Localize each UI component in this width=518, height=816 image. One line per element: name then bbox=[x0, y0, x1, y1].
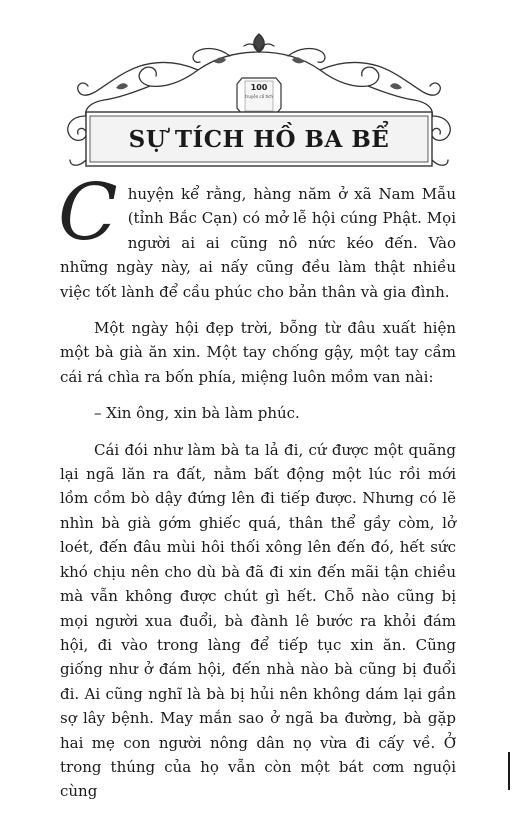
title-panel bbox=[89, 114, 429, 164]
story-body bbox=[58, 168, 456, 816]
badge-number: 100 bbox=[250, 83, 268, 92]
paragraph-1 bbox=[58, 168, 456, 304]
page-edge-mark bbox=[508, 752, 510, 790]
paragraph-1-text: huyện kể rằng, hàng năm ở xã Nam Mẫu (tỉnh Bắc Cạn) có mở lễ hội cúng Phật. Mọi người ai ai cũng nô nức kéo đến. Vào những ngày này, ai nấy cũng đều làm thật nhiều việc tốt lành để cầu phúc cho bản thân và gia đình. bbox=[60, 185, 456, 301]
paragraph-4: Cái đói như làm bà ta lả đi, cứ được một quãng lại ngã lăn ra đất, nằm bất động một lúc rồi mới lồm cồm bò dậy đứng lên đi tiếp được. Nhưng có lẽ nhìn bà già gớm ghiếc quá, thân thể gầy còm, lở loét, đến đâu mùi hôi thối xông lên đến đó, hết sức khó chịu nên cho dù bà đã đi xin đến mãi tận chiều mà vẫn không được chút gì hết. Chỗ nào cũng bị mọi người xua đuổi, bà đành lê bước ra khỏi đám hội, đi vào trong làng để tiếp tục xin ăn. Cũng giống như ở đám hội, đến nhà nào bà cũng bị đuổi đi. Ai cũng nghĩ là bà bị hủi nên không dám lại gần sợ lây bệnh. May mắn sao ở ngã ba đường, bà gặp hai mẹ con người nông dân nọ vừa đi cấy về. Ở trong thúng của họ vẫn còn một bát cơm nguội cùng bbox=[60, 440, 456, 801]
story-title: SỰ TÍCH HỒ BA BỂ bbox=[128, 125, 390, 153]
drop-cap: C bbox=[58, 168, 118, 258]
paragraph-3: – Xin ông, xin bà làm phúc. bbox=[94, 404, 300, 423]
paragraph-2: Một ngày hội đẹp trời, bỗng từ đâu xuất hiện một bà già ăn xin. Một tay chống gậy, một tay cầm cái rá chìa ra bốn phía, miệng luôn mồm van nài: bbox=[60, 319, 456, 386]
badge-caption: truyện cổ tích bbox=[245, 94, 273, 99]
